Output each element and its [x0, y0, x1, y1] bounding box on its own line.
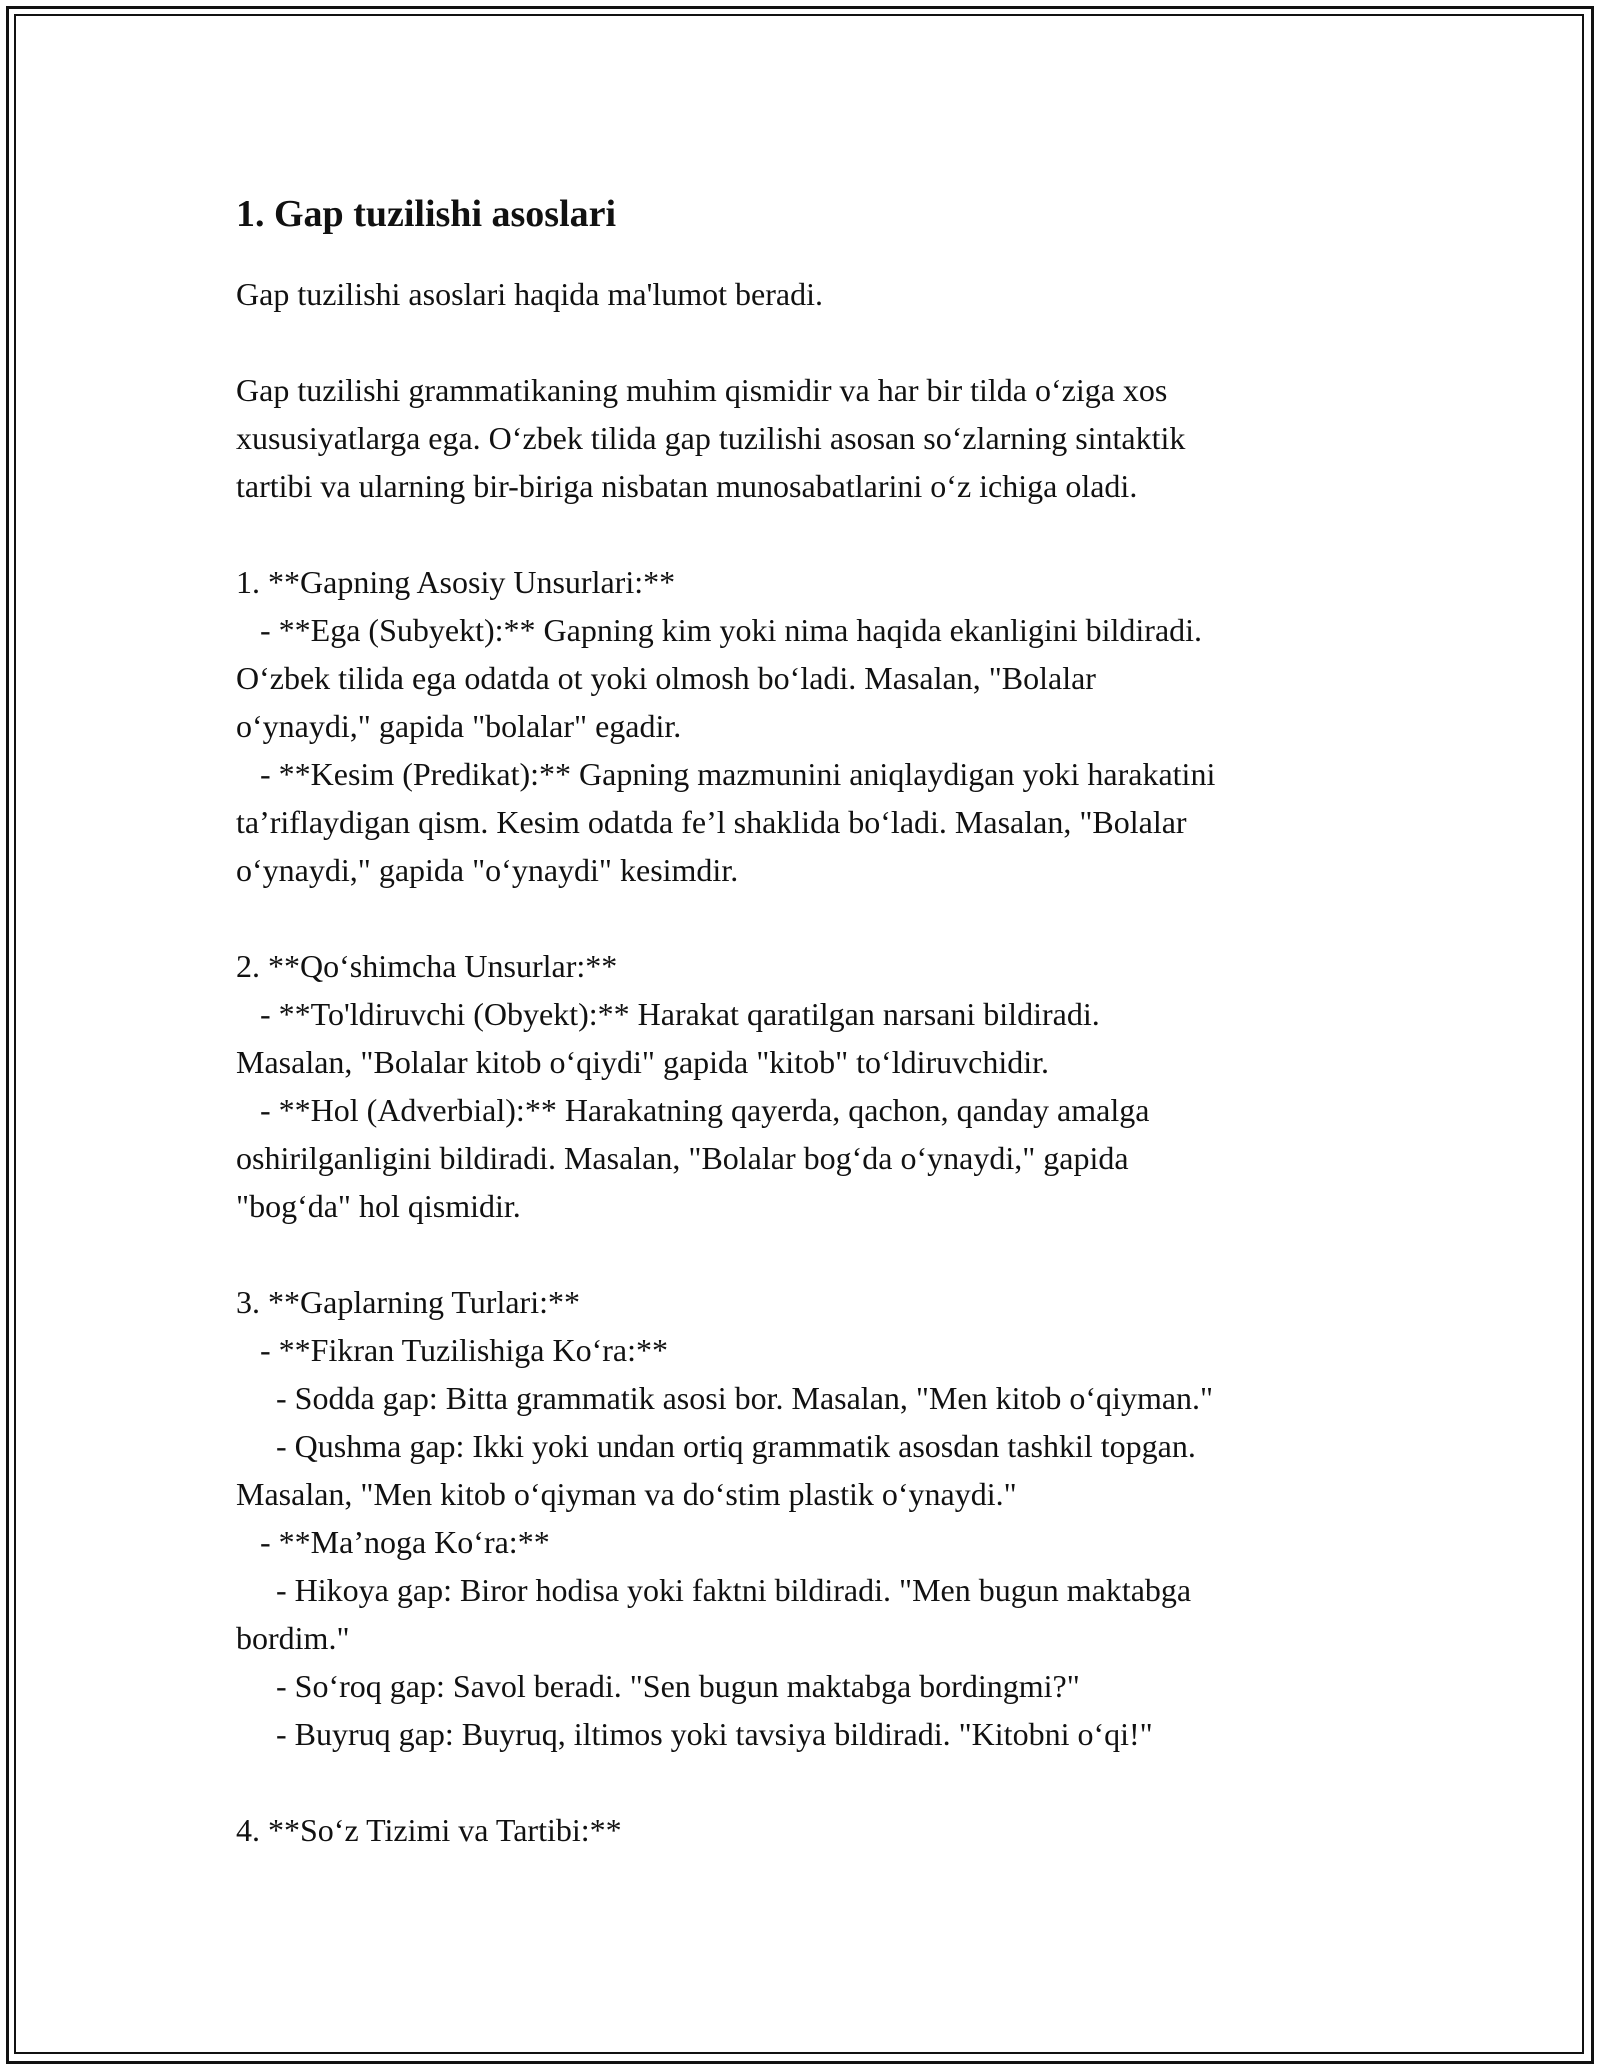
text-line: - So‘roq gap: Savol beradi. "Sen bugun maktabga bordingmi?" [236, 1668, 1080, 1704]
text-line: - **Fikran Tuzilishiga Ko‘ra:** [236, 1332, 668, 1368]
page-title: 1. Gap tuzilishi asoslari [236, 193, 617, 235]
text-line: xususiyatlarga ega. O‘zbek tilida gap tuzilishi asosan so‘zlarning sintaktik [236, 420, 1186, 456]
text-line: Masalan, "Bolalar kitob o‘qiydi" gapida "kitob" to‘ldiruvchidir. [236, 1044, 1049, 1080]
document-body [236, 318, 1366, 1854]
text-line: Masalan, "Men kitob o‘qiyman va do‘stim plastik o‘ynaydi." [236, 1476, 1017, 1512]
text-line: 4. **So‘z Tizimi va Tartibi:** [236, 1812, 622, 1848]
blank-line [236, 1758, 1366, 1806]
text-line: - **To'ldiruvchi (Obyekt):** Harakat qaratilgan narsani bildiradi. [236, 996, 1100, 1032]
text-line: "bog‘da" hol qismidir. [236, 1188, 521, 1224]
blank-line [236, 510, 1366, 558]
text-line: 1. **Gapning Asosiy Unsurlari:** [236, 564, 676, 600]
text-line: oshirilganligini bildiradi. Masalan, "Bolalar bog‘da o‘ynaydi," gapida [236, 1140, 1129, 1176]
text-line: - **Ma’noga Ko‘ra:** [236, 1524, 550, 1560]
text-line: ta’riflaydigan qism. Kesim odatda fe’l shaklida bo‘ladi. Masalan, "Bolalar [236, 804, 1187, 840]
text-line: - **Ega (Subyekt):** Gapning kim yoki nima haqida ekanligini bildiradi. [236, 612, 1203, 648]
text-line: - **Kesim (Predikat):** Gapning mazmunini aniqlaydigan yoki harakatini [236, 756, 1216, 792]
text-line: - **Hol (Adverbial):** Harakatning qayerda, qachon, qanday amalga [236, 1092, 1150, 1128]
blank-line [236, 318, 1366, 366]
blank-line [236, 1230, 1366, 1278]
text-line: - Hikoya gap: Biror hodisa yoki faktni bildiradi. "Men bugun maktabga [236, 1572, 1192, 1608]
text-line: 2. **Qo‘shimcha Unsurlar:** [236, 948, 618, 984]
text-line: bordim." [236, 1620, 350, 1656]
text-line: - Sodda gap: Bitta grammatik asosi bor. Masalan, "Men kitob o‘qiyman." [236, 1380, 1214, 1416]
text-line: o‘ynaydi," gapida "bolalar" egadir. [236, 708, 682, 744]
text-line: - Qushma gap: Ikki yoki undan ortiq grammatik asosdan tashkil topgan. [236, 1428, 1196, 1464]
intro-paragraph: Gap tuzilishi asoslari haqida ma'lumot beradi. [236, 276, 823, 312]
text-line: - Buyruq gap: Buyruq, iltimos yoki tavsiya bildiradi. "Kitobni o‘qi!" [236, 1716, 1153, 1752]
text-line: o‘ynaydi," gapida "o‘ynaydi" kesimdir. [236, 852, 739, 888]
text-line: 3. **Gaplarning Turlari:** [236, 1284, 580, 1320]
text-line: Gap tuzilishi grammatikaning muhim qismidir va har bir tilda o‘ziga xos [236, 372, 1168, 408]
text-line: O‘zbek tilida ega odatda ot yoki olmosh bo‘ladi. Masalan, "Bolalar [236, 660, 1096, 696]
text-line: tartibi va ularning bir-biriga nisbatan munosabatlarini o‘z ichiga oladi. [236, 468, 1138, 504]
blank-line [236, 894, 1366, 942]
document-content [236, 186, 1366, 1854]
